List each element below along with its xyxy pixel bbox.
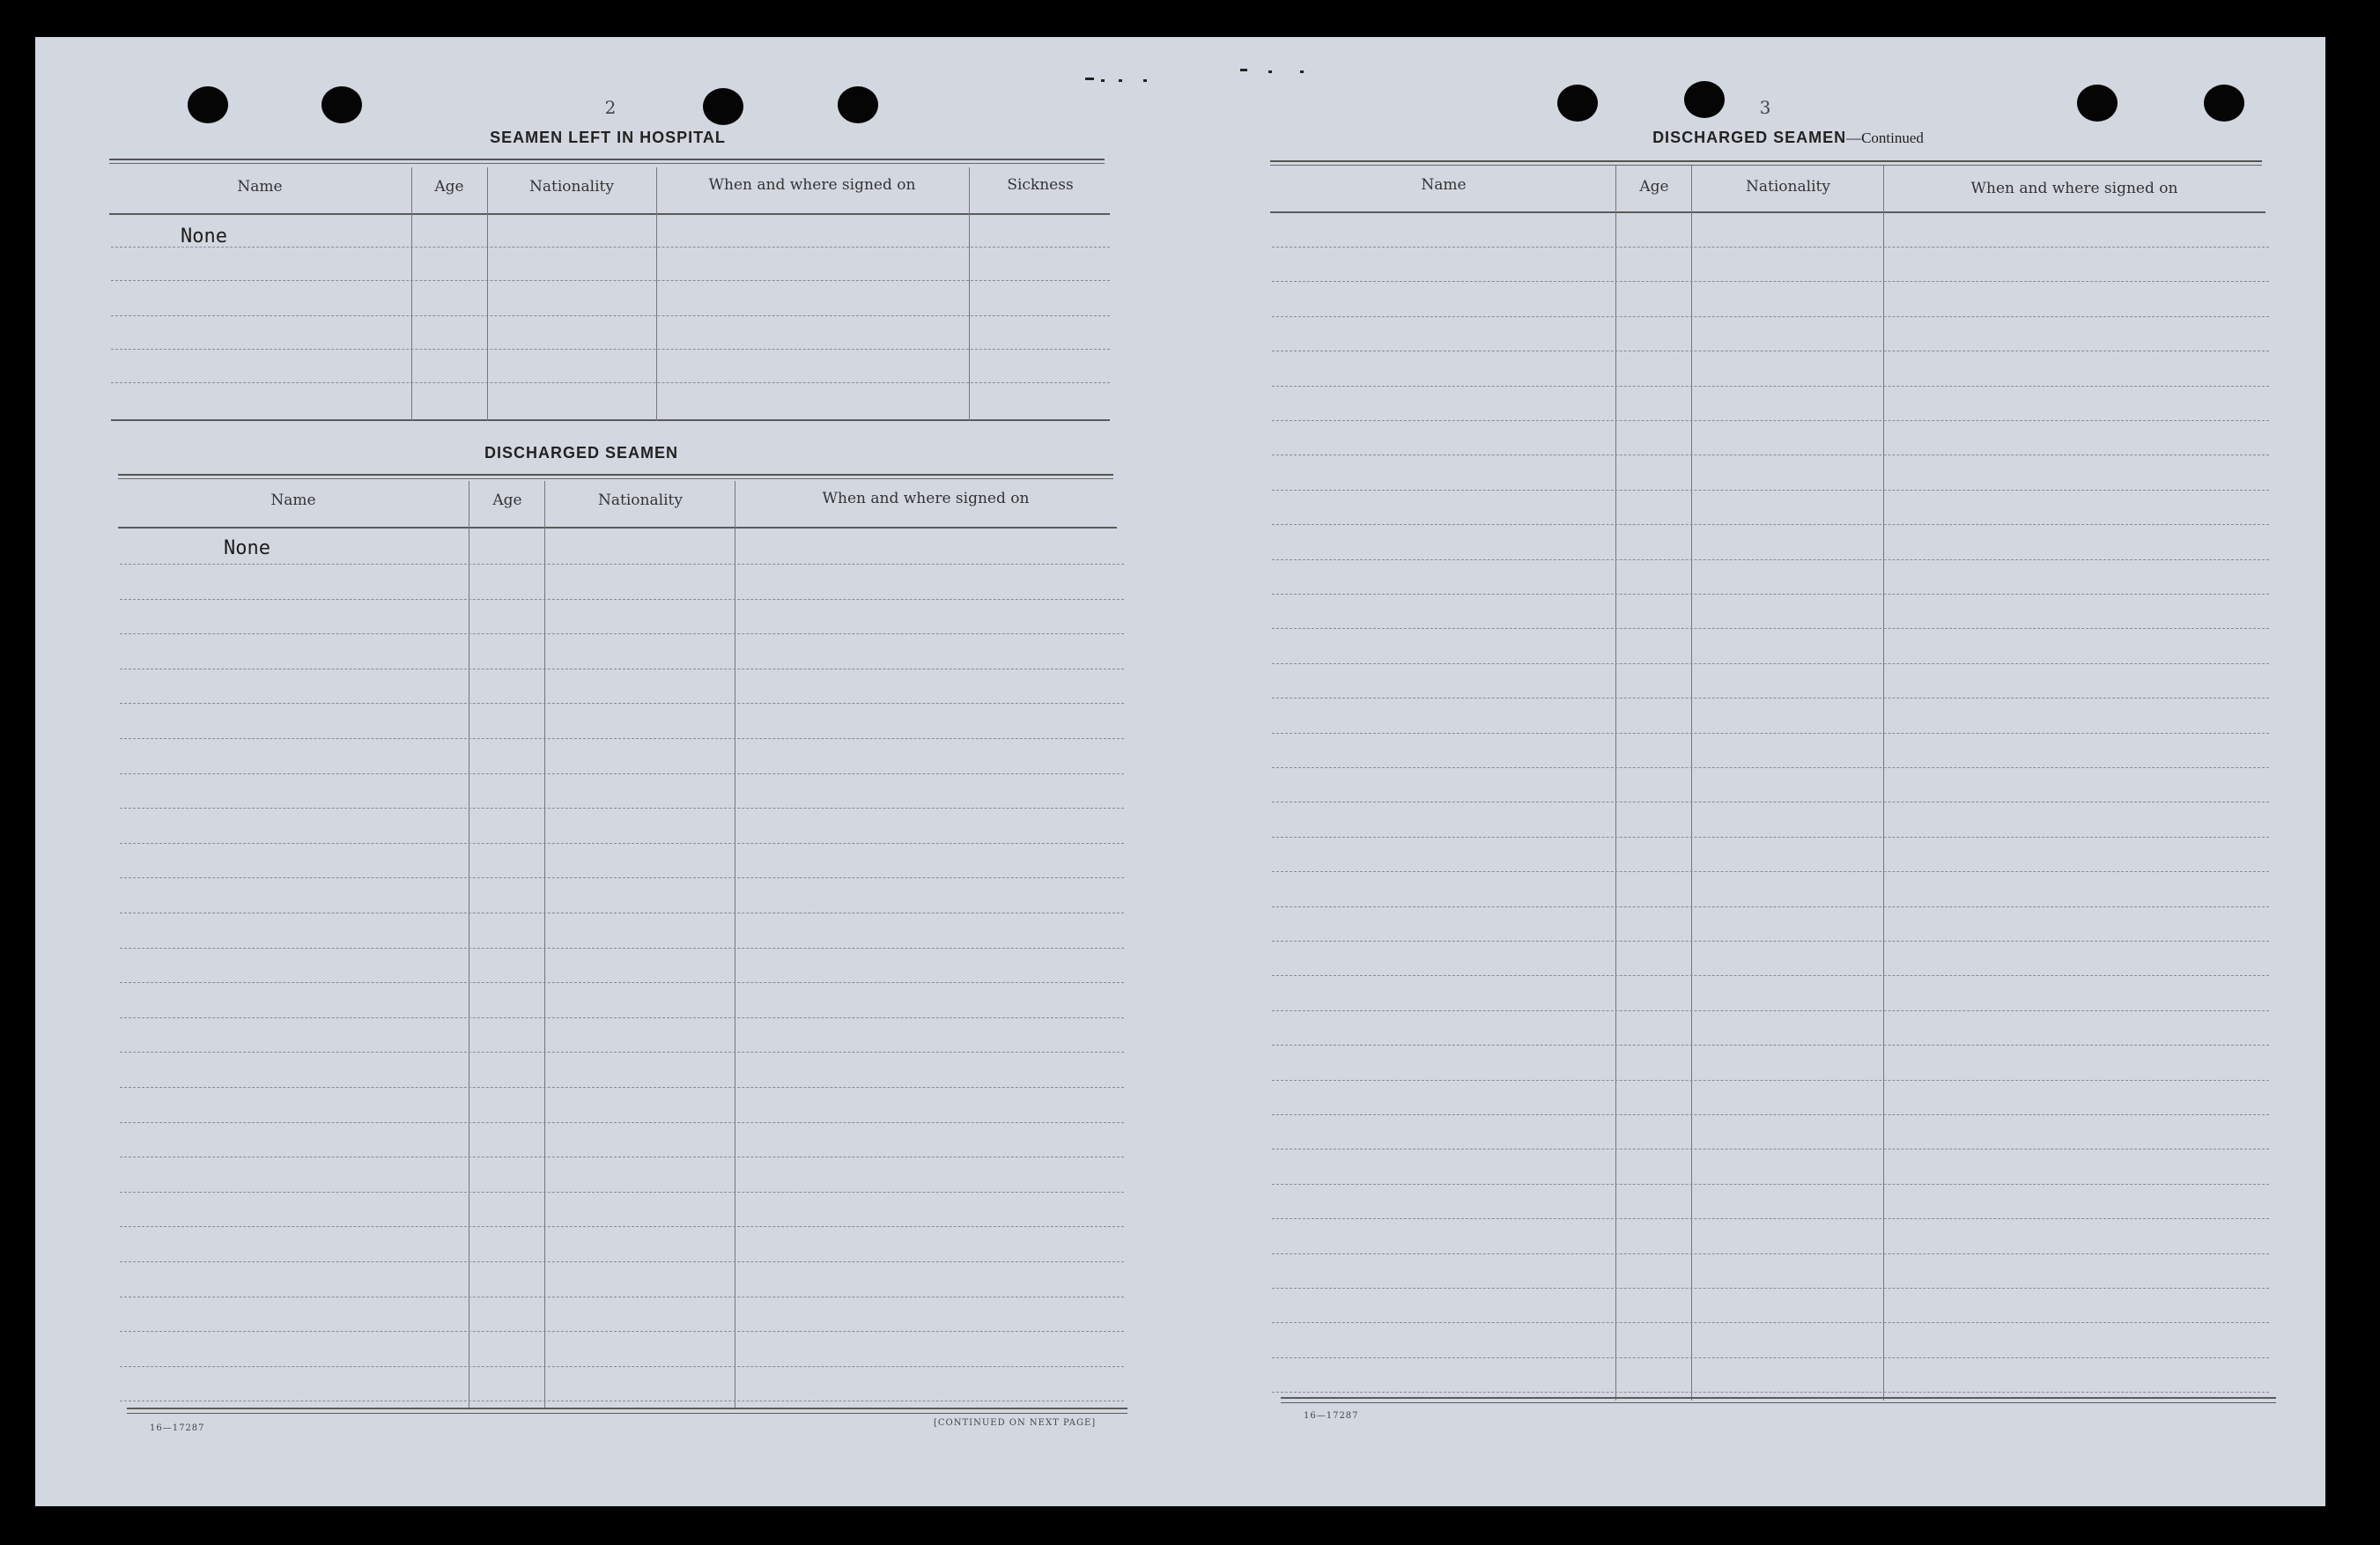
row-rule — [111, 315, 1110, 316]
row-rule — [1272, 663, 2269, 664]
row-rule — [120, 808, 1124, 809]
page-number-right: 3 — [1759, 97, 1771, 118]
column-divider — [656, 167, 657, 421]
row-rule — [120, 1017, 1124, 1018]
hospital-first-entry: None — [181, 225, 227, 248]
ledger-sheet — [35, 37, 2325, 1506]
row-rule — [1272, 490, 2269, 491]
row-rule — [120, 1122, 1124, 1123]
row-rule — [1272, 1149, 2269, 1150]
row-rule — [120, 1366, 1124, 1367]
row-rule — [1272, 1080, 2269, 1081]
row-rule — [111, 280, 1110, 281]
row-rule — [120, 633, 1124, 634]
row-rule — [1272, 837, 2269, 838]
discharged-header-rule — [118, 527, 1117, 529]
row-rule — [1272, 941, 2269, 942]
ink-speck — [1085, 78, 1094, 80]
right-table-bottom-rule-2 — [1281, 1402, 2276, 1403]
row-rule — [120, 703, 1124, 704]
form-number-right: 16—17287 — [1304, 1411, 1359, 1421]
discharged-header-name: Name — [270, 492, 316, 509]
row-rule — [1272, 906, 2269, 907]
ink-speck — [1240, 69, 1247, 71]
hospital-header-name: Name — [237, 178, 283, 196]
row-rule — [1272, 767, 2269, 768]
row-rule — [120, 1331, 1124, 1332]
discharged-first-entry: None — [224, 537, 270, 559]
hospital-header-rule — [109, 213, 1110, 215]
right-table-bottom-rule — [1281, 1397, 2276, 1399]
discharged-header-nationality: Nationality — [598, 492, 683, 509]
ink-speck — [1119, 79, 1122, 82]
row-rule — [1272, 559, 2269, 560]
discharged-header-signed-on: When and where signed on — [822, 490, 1030, 507]
row-rule — [1272, 1357, 2269, 1358]
ink-speck — [1268, 70, 1272, 73]
row-rule — [1272, 1288, 2269, 1289]
row-rule — [1272, 1184, 2269, 1185]
column-divider — [544, 481, 545, 1409]
row-rule — [1272, 1253, 2269, 1254]
right-header-nationality: Nationality — [1746, 178, 1830, 196]
row-rule — [120, 564, 1124, 565]
row-rule — [1272, 247, 2269, 248]
row-rule — [1272, 316, 2269, 317]
discharged-header-age: Age — [492, 492, 522, 509]
punch-hole — [1684, 81, 1725, 118]
punch-hole — [188, 86, 228, 123]
row-rule — [1272, 594, 2269, 595]
row-rule — [1272, 1322, 2269, 1323]
hospital-table-top-rule — [109, 159, 1105, 164]
column-divider — [487, 167, 488, 421]
row-rule — [1272, 420, 2269, 421]
discharged-table-bottom-rule-2 — [127, 1413, 1127, 1414]
row-rule — [1272, 1010, 2269, 1011]
row-rule — [120, 1192, 1124, 1193]
row-rule — [120, 843, 1124, 844]
ink-speck — [1101, 79, 1105, 82]
discharged-table-bottom-rule — [127, 1408, 1127, 1409]
right-section-title-suffix: —Continued — [1846, 129, 1924, 146]
discharged-table-top-rule — [118, 474, 1113, 479]
discharged-section-title: DISCHARGED SEAMEN — [484, 444, 679, 462]
hospital-table-bottom-rule — [111, 419, 1110, 421]
row-rule — [120, 599, 1124, 600]
row-rule — [1272, 698, 2269, 699]
hospital-header-age: Age — [434, 178, 464, 196]
row-rule — [120, 1052, 1124, 1053]
row-rule — [120, 982, 1124, 983]
row-rule — [111, 349, 1110, 350]
ink-speck — [1300, 70, 1304, 73]
row-rule — [120, 948, 1124, 949]
row-rule — [1272, 1114, 2269, 1115]
punch-hole — [322, 86, 362, 123]
page-number-left: 2 — [604, 97, 617, 118]
row-rule — [120, 877, 1124, 878]
row-rule — [1272, 733, 2269, 734]
right-header-signed-on: When and where signed on — [1970, 180, 2178, 197]
column-divider — [411, 167, 412, 421]
row-rule — [1272, 1045, 2269, 1046]
row-rule — [1272, 386, 2269, 387]
ink-speck — [1143, 79, 1147, 82]
row-rule — [120, 738, 1124, 739]
row-rule — [120, 1261, 1124, 1262]
row-rule — [120, 1226, 1124, 1227]
row-rule — [111, 382, 1110, 383]
right-section-title-text: DISCHARGED SEAMEN — [1652, 129, 1847, 146]
punch-hole — [2204, 85, 2244, 122]
row-rule — [1272, 871, 2269, 872]
right-header-age: Age — [1639, 178, 1669, 196]
row-rule — [1272, 1218, 2269, 1219]
right-section-title — [1568, 129, 2008, 147]
row-rule — [1272, 281, 2269, 282]
punch-hole — [1557, 85, 1598, 122]
row-rule — [1272, 628, 2269, 629]
row-rule — [1272, 1392, 2269, 1393]
row-rule — [1272, 975, 2269, 976]
form-number-left: 16—17287 — [150, 1423, 205, 1433]
row-rule — [120, 773, 1124, 774]
row-rule — [120, 1087, 1124, 1088]
hospital-section-title: SEAMEN LEFT IN HOSPITAL — [490, 129, 726, 146]
column-divider — [969, 167, 970, 421]
right-header-rule — [1270, 211, 2265, 213]
punch-hole — [703, 88, 743, 125]
punch-hole — [838, 86, 878, 123]
punch-hole — [2077, 85, 2118, 122]
continued-note: [CONTINUED ON NEXT PAGE] — [934, 1418, 1097, 1428]
hospital-header-nationality: Nationality — [529, 178, 614, 196]
hospital-header-sickness: Sickness — [1007, 176, 1074, 194]
right-header-name: Name — [1421, 176, 1467, 194]
row-rule — [1272, 524, 2269, 525]
row-rule — [111, 247, 1110, 248]
right-table-top-rule — [1270, 160, 2262, 166]
hospital-header-signed-on: When and where signed on — [708, 176, 916, 194]
